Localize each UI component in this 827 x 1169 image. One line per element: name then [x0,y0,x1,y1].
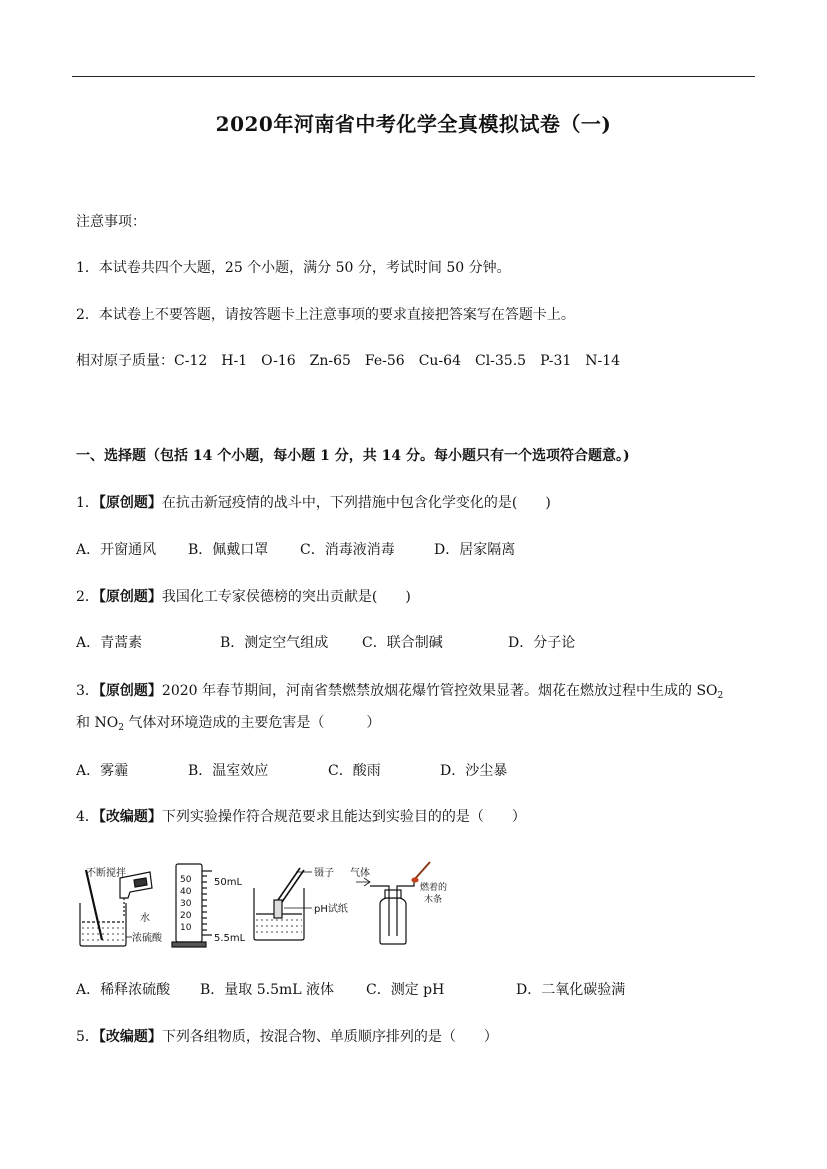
question-3-options [76,761,507,781]
fig-label-ph-paper: pH试纸 [314,904,348,915]
section-heading: 一、选择题（包括 14 个小题，每小题 1 分，共 14 分。每小题只有一个选项符合题意。) [76,448,630,464]
question-text: 在抗击新冠疫情的战斗中，下列措施中包含化学变化的是( ) [161,495,551,511]
option-a: A．稀释浓硫酸 [76,982,171,998]
option-b: B．量取 5.5mL 液体 [200,982,335,998]
question-text: 下列各组物质，按混合物、单质顺序排列的是（ ） [161,1029,498,1045]
fig-label-burning: 燃着的 [420,883,448,893]
question-tag: 【改编题】 [98,809,162,825]
fig-label-acid: 浓硫酸 [132,933,162,944]
fig-label-50ml: 50mL [214,877,243,888]
lab-apparatus-figure [74,858,474,953]
question-1 [76,493,551,513]
fig-label-splint: 木条 [424,895,443,905]
fig-label-stir: 不断搅拌 [86,868,126,879]
notice-heading: 注意事项： [76,214,146,230]
option-a: A．青蒿素 [76,635,143,651]
question-2-options [76,633,575,653]
question-4-options [76,980,625,1000]
question-number: 4． [76,809,99,825]
fig-label-water: 水 [140,913,150,924]
question-3 [76,681,723,701]
question-1-options [76,540,515,560]
question-5 [76,1027,498,1047]
question-tag: 【原创题】 [98,589,162,605]
question-tag: 【改编题】 [98,1029,162,1045]
notice-item-2: 2．本试卷上不要答题，请按答题卡上注意事项的要求直接把答案写在答题卡上。 [76,307,575,323]
fig-label-tweezers: 镊子 [314,868,334,879]
atomic-mass-line: 相对原子质量：C-12 H-1 O-16 Zn-65 Fe-56 Cu-64 Cl-35.5 P-31 N-14 [76,353,621,369]
page-title: 2020年河南省中考化学全真模拟试卷（一) [215,112,612,136]
tick-label: 10 [180,923,192,933]
fig-label-5-5ml: 5.5mL [214,933,246,944]
option-c: C．测定 pH [366,982,445,998]
option-b: B．佩戴口罩 [188,542,269,558]
notice-item-1: 1．本试卷共四个大题，25 个小题，满分 50 分，考试时间 50 分钟。 [76,260,511,276]
question-text: 下列实验操作符合规范要求且能达到实验目的的是（ ） [161,809,526,825]
subscript: 2 [118,723,124,733]
option-a: A．开窗通风 [76,542,157,558]
option-b: B．测定空气组成 [220,635,329,651]
question-2 [76,587,411,607]
tick-label: 50 [180,875,192,885]
option-c: C．消毒液消毒 [300,542,395,558]
question-text-continued: 气体对环境造成的主要危害是（ ） [123,715,381,731]
tick-label: 30 [180,899,192,909]
graduated-cylinder-illustration [172,864,212,947]
header-rule [72,76,755,77]
option-c: C．联合制碱 [362,635,443,651]
question-number: 2． [76,589,99,605]
question-text: 我国化工专家侯德榜的突出贡献是( ) [161,589,411,605]
option-d: D．沙尘暴 [440,763,508,779]
question-tag: 【原创题】 [98,683,162,699]
question-3-continued [76,713,380,733]
question-number: 5． [76,1029,99,1045]
option-a: A．雾霾 [76,763,129,779]
question-number: 1． [76,495,99,511]
option-d: D．二氧化碳验满 [516,982,626,998]
option-d: D．居家隔离 [434,542,516,558]
option-d: D．分子论 [508,635,576,651]
tick-label: 20 [180,911,192,921]
question-4 [76,807,526,827]
subscript: 2 [717,691,724,701]
option-c: C．酸雨 [328,763,381,779]
ph-test-illustration [254,868,312,940]
question-text-continued: 和 NO [76,715,119,731]
fig-label-gas: 气体 [350,868,370,879]
question-text: 2020 年春节期间，河南省禁燃禁放烟花爆竹管控效果显著。烟花在燃放过程中生成的 SO [161,683,718,699]
option-b: B．温室效应 [188,763,269,779]
question-tag: 【原创题】 [98,495,162,511]
question-number: 3． [76,683,99,699]
tick-label: 40 [180,887,192,897]
